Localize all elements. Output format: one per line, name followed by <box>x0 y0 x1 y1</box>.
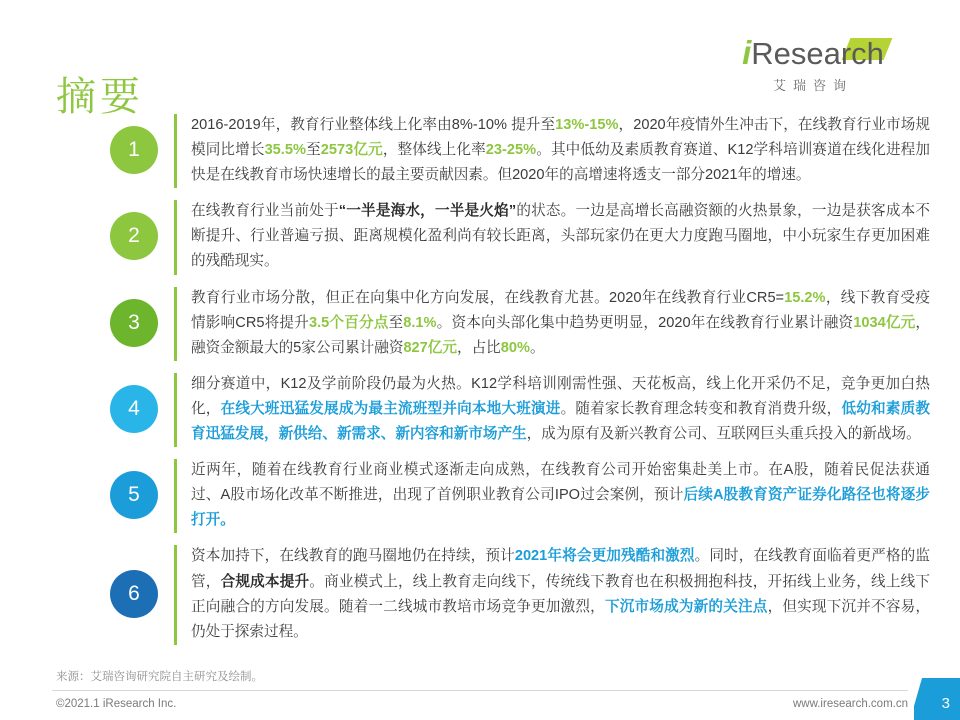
summary-item-bullet-column <box>110 543 174 644</box>
text-segment: 。商业模式上，线上教育走向线下，传统线下教育也在积极拥抱科技，开拓线上业务，线上线下正向融合的方向发展。随着一二线城市教培市场竞争更加激烈， <box>191 573 930 615</box>
text-segment: 8.1% <box>403 314 437 331</box>
summary-item-text <box>191 457 930 533</box>
summary-item-accent-bar <box>174 200 177 274</box>
text-segment: 近两年，随着在线教育行业商业模式逐渐走向成熟，在线教育公司开始密集赴美上市。在A股，随着民促法获通过、A股市场化改革不断推进，出现了首例职业教育公司IPO过会案例，预计 <box>191 462 930 504</box>
text-segment: 下沉市场成为新的关注点 <box>604 598 768 615</box>
text-segment: 13%-15% <box>555 117 619 133</box>
summary-item <box>110 543 930 644</box>
text-segment: 。 <box>530 339 545 356</box>
text-segment: 至 <box>305 142 321 159</box>
summary-item <box>110 285 930 361</box>
summary-item-number: 3 <box>110 299 158 347</box>
summary-item-number: 4 <box>110 385 158 433</box>
text-segment: ，成为原有及新兴教育公司、互联网巨头重兵投入的新战场。 <box>526 426 921 443</box>
text-segment: 3.5个百分点 <box>308 314 389 331</box>
text-segment: ，2020年疫情外生冲击下，在线教育行业市场规模同比增长 <box>191 117 931 159</box>
text-segment: 。同时，在线教育面临着更严格的监管， <box>191 548 930 590</box>
summary-item-bullet-column <box>110 371 174 447</box>
text-segment: 资本加持下，在线教育的跑马圈地仍在持续，预计 <box>191 548 515 565</box>
summary-item-number: 1 <box>110 126 158 174</box>
text-segment: ，占比 <box>456 339 501 356</box>
text-segment: 细分赛道中，K12及学前阶段仍最为火热。K12学科培训刚需性强、天花板高，线上化开采仍不足，竞争更加白热化， <box>191 375 930 417</box>
summary-item-number: 5 <box>110 471 158 519</box>
text-segment: 的状态。一边是高增长高融资额的火热景象，一边是获客成本不断提升、行业普遍亏损、距离规模化盈利尚有较长距离，头部玩家仍在更大力度跑马圈地，中小玩家生存更加困难的残酷现实。 <box>191 203 930 270</box>
text-segment: 低幼和素质教育迅猛发展，新供给、新需求、新内容和新市场产生 <box>191 400 930 443</box>
text-segment: 至 <box>388 314 404 331</box>
summary-item-bullet-column <box>110 285 174 361</box>
summary-item-text <box>191 198 930 274</box>
text-segment: ，整体线上化率 <box>382 142 486 159</box>
text-segment: 827亿元 <box>403 339 457 356</box>
summary-item-bullet-column <box>110 198 174 274</box>
text-segment: 教育行业市场分散，但正在向集中化方向发展，在线教育尤甚。2020年在线教育行业CR5= <box>191 289 785 306</box>
summary-item <box>110 112 930 188</box>
summary-item-number: 6 <box>110 570 158 618</box>
text-segment: “一半是海水，一半是火焰” <box>338 203 517 220</box>
summary-item-bullet-column <box>110 112 174 188</box>
source-note: 来源：艾瑞咨询研究院自主研究及绘制。 <box>56 671 263 683</box>
text-segment: 2021年将会更加残酷和激烈 <box>514 548 695 565</box>
footer-divider <box>52 690 908 691</box>
text-segment: 合规成本提升 <box>220 573 310 590</box>
summary-item-text <box>191 285 930 361</box>
summary-item-accent-bar <box>174 545 177 644</box>
text-segment: 23-25% <box>485 142 537 159</box>
text-segment: 。随着家长教育理念转变和教育消费升级， <box>560 400 842 417</box>
summary-item-text <box>191 112 930 188</box>
summary-item <box>110 371 930 447</box>
summary-item-accent-bar <box>174 459 177 533</box>
text-segment: 在线大班迅猛发展成为最主流班型并向本地大班演进 <box>220 400 561 417</box>
text-segment: ，但实现下沉并不容易，仍处于探索过程。 <box>191 598 930 640</box>
logo-i-letter: i <box>742 34 752 71</box>
copyright-text: ©2021.1 iResearch Inc. <box>56 698 177 710</box>
logo-wordmark <box>742 36 884 69</box>
text-segment: 35.5% <box>264 142 306 159</box>
summary-item-number: 2 <box>110 212 158 260</box>
text-segment: 。其中低幼及素质教育赛道、K12学科培训赛道在线化进程加快是在线教育市场快速增长的最主要贡献因素。但2020年的高增速将透支一部分2021年的增速。 <box>191 142 930 184</box>
text-segment: 15.2% <box>784 289 826 306</box>
text-segment: 2016-2019年，教育行业整体线上化率由8%-10% 提升至 <box>191 117 556 133</box>
text-segment: 在线教育行业当前处于 <box>191 203 339 220</box>
logo-research-text: Research <box>751 36 884 71</box>
summary-item-accent-bar <box>174 114 177 188</box>
website-url: www.iresearch.com.cn <box>792 698 908 710</box>
text-segment: 1034亿元 <box>853 314 916 331</box>
logo-subtitle: 艾瑞咨询 <box>772 78 853 93</box>
summary-item-bullet-column <box>110 457 174 533</box>
summary-item-text <box>191 371 930 447</box>
page-number: 3 <box>941 695 950 712</box>
summary-item <box>110 457 930 533</box>
page-number-shape <box>914 678 960 720</box>
text-segment: 。资本向头部化集中趋势更明显，2020年在线教育行业累计融资 <box>436 314 854 331</box>
summary-item-accent-bar <box>174 287 177 361</box>
page-title: 摘要 <box>56 74 144 119</box>
iresearch-logo <box>718 36 908 94</box>
summary-list <box>110 112 930 655</box>
summary-item <box>110 198 930 274</box>
text-segment: 80% <box>500 339 530 356</box>
page-number-badge <box>914 674 960 720</box>
summary-item-text <box>191 543 930 644</box>
summary-item-accent-bar <box>174 373 177 447</box>
text-segment: 2573亿元 <box>320 142 383 159</box>
text-segment: 后续A股教育资产证券化路径也将逐步打开。 <box>191 487 930 529</box>
text-segment: ，融资金额最大的5家公司累计融资 <box>191 314 931 356</box>
text-segment: ，线下教育受疫情影响CR5将提升 <box>191 289 930 331</box>
